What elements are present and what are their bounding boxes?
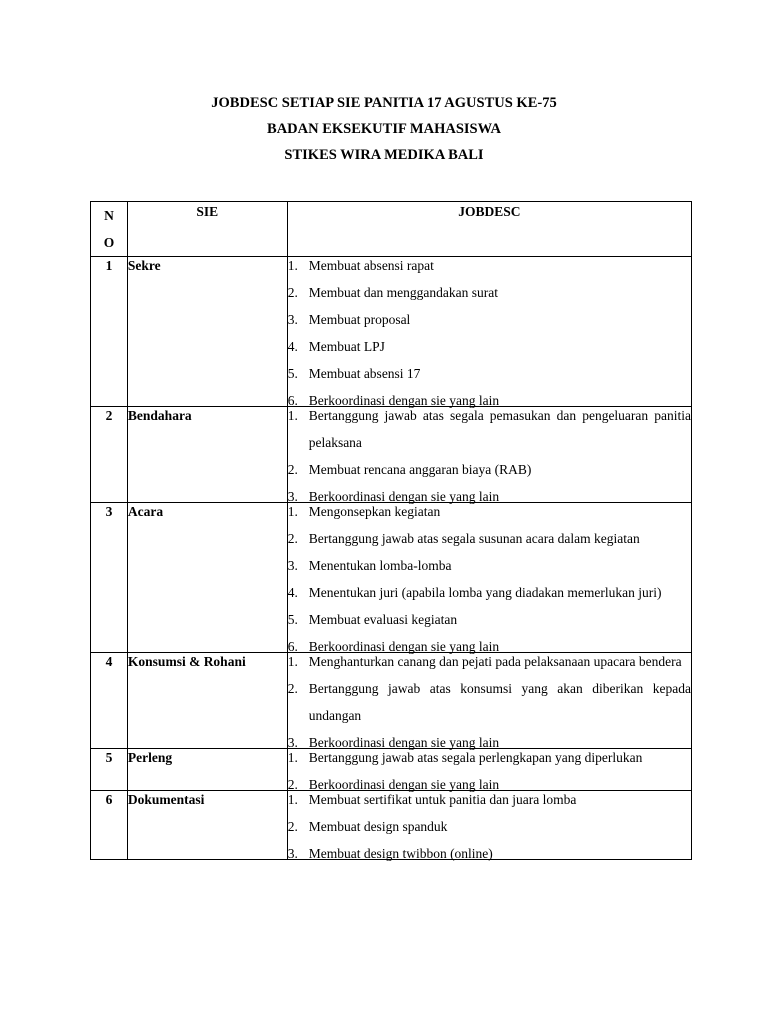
jobdesc-cell: [287, 791, 691, 860]
title-line-3: STIKES WIRA MEDIKA BALI: [284, 147, 484, 163]
task-number: 1.: [287, 654, 298, 669]
sie-name: Bendahara: [127, 407, 287, 503]
row-number: 1: [91, 257, 128, 407]
table-row: [91, 749, 692, 791]
task-text: Berkoordinasi dengan sie yang lain: [308, 777, 500, 792]
row-number: 5: [91, 749, 128, 791]
jobdesc-cell: [287, 749, 691, 791]
task-number: 1.: [287, 258, 298, 273]
list-item: [288, 744, 691, 771]
list-item: [288, 648, 691, 675]
list-item: [288, 306, 691, 333]
task-text: Membuat design spanduk: [308, 819, 448, 834]
task-text: Menghanturkan canang dan pejati pada pelaksanaan upacara bendera: [308, 654, 682, 669]
task-text: Menentukan juri (apabila lomba yang diadakan memerlukan juri): [308, 585, 662, 600]
task-text: Membuat sertifikat untuk panitia dan juara lomba: [308, 792, 577, 807]
header-jobdesc: JOBDESC: [287, 202, 691, 257]
header-no: [91, 202, 128, 257]
task-number: 3.: [287, 312, 298, 327]
sie-name: Konsumsi & Rohani: [127, 653, 287, 749]
table-row: [91, 407, 692, 503]
list-item: [288, 675, 691, 729]
list-item: [288, 840, 691, 867]
list-item: [288, 333, 691, 360]
jobdesc-cell: [287, 653, 691, 749]
task-number: 6.: [287, 639, 298, 654]
task-list: [288, 498, 691, 660]
task-text: Membuat evaluasi kegiatan: [308, 612, 458, 627]
task-number: 3.: [287, 846, 298, 861]
task-number: 5.: [287, 366, 298, 381]
task-text: Mengonsepkan kegiatan: [308, 504, 441, 519]
task-text: Membuat rencana anggaran biaya (RAB): [308, 462, 532, 477]
task-number: 1.: [287, 750, 298, 765]
table-row: [91, 653, 692, 749]
row-number: 6: [91, 791, 128, 860]
list-item: [288, 402, 691, 456]
list-item: [288, 606, 691, 633]
task-list: [288, 786, 691, 867]
jobdesc-cell: [287, 407, 691, 503]
task-number: 5.: [287, 612, 298, 627]
list-item: [288, 813, 691, 840]
task-text: Bertanggung jawab atas segala susunan acara dalam kegiatan: [308, 531, 640, 546]
task-text: Membuat design twibbon (online): [308, 846, 493, 861]
table-row: [91, 791, 692, 860]
sie-name: Acara: [127, 503, 287, 653]
task-list: [288, 252, 691, 414]
list-item: [288, 456, 691, 483]
task-text: Bertanggung jawab atas segala perlengkapan yang diperlukan: [308, 750, 643, 765]
sie-name: Perleng: [127, 749, 287, 791]
task-number: 4.: [287, 339, 298, 354]
title-line-1: JOBDESC SETIAP SIE PANITIA 17 AGUSTUS KE-75: [211, 95, 557, 111]
header-no-line-1: N: [104, 208, 114, 223]
task-number: 2.: [287, 285, 298, 300]
list-item: [288, 786, 691, 813]
title-line-2: BADAN EKSEKUTIF MAHASISWA: [267, 121, 501, 137]
table-header-row: [91, 202, 692, 257]
header-no-line-2: O: [103, 235, 115, 250]
task-text: Berkoordinasi dengan sie yang lain: [308, 393, 500, 408]
list-item: [288, 498, 691, 525]
task-text: Berkoordinasi dengan sie yang lain: [308, 639, 500, 654]
jobdesc-table: [90, 201, 692, 860]
task-number: 2.: [287, 531, 298, 546]
sie-name: Sekre: [127, 257, 287, 407]
task-list: [288, 648, 691, 756]
task-text: Membuat dan menggandakan surat: [308, 285, 499, 300]
task-text: Berkoordinasi dengan sie yang lain: [308, 735, 500, 750]
task-text: Menentukan lomba-lomba: [308, 558, 452, 573]
table-row: [91, 503, 692, 653]
task-text: Berkoordinasi dengan sie yang lain: [308, 489, 500, 504]
task-number: 1.: [287, 792, 298, 807]
jobdesc-cell: [287, 503, 691, 653]
row-number: 2: [91, 407, 128, 503]
list-item: [288, 279, 691, 306]
task-number: 1.: [287, 408, 298, 423]
row-number: 4: [91, 653, 128, 749]
task-text: Bertanggung jawab atas konsumsi yang akan diberikan kepada undangan: [308, 681, 691, 723]
list-item: [288, 525, 691, 552]
row-number: 3: [91, 503, 128, 653]
task-text: Bertanggung jawab atas segala pemasukan dan pengeluaran panitia pelaksana: [308, 408, 691, 450]
task-list: [288, 402, 691, 510]
task-text: Membuat LPJ: [308, 339, 385, 354]
task-number: 2.: [287, 681, 298, 696]
table-row: [91, 257, 692, 407]
task-number: 2.: [287, 819, 298, 834]
list-item: [288, 360, 691, 387]
list-item: [288, 579, 691, 606]
task-number: 3.: [287, 489, 298, 504]
task-text: Membuat proposal: [308, 312, 411, 327]
task-number: 2.: [287, 462, 298, 477]
list-item: [288, 252, 691, 279]
task-number: 1.: [287, 504, 298, 519]
jobdesc-cell: [287, 257, 691, 407]
task-number: 3.: [287, 735, 298, 750]
task-number: 3.: [287, 558, 298, 573]
task-number: 2.: [287, 777, 298, 792]
task-number: 6.: [287, 393, 298, 408]
document-title-block: [0, 90, 768, 168]
list-item: [288, 552, 691, 579]
header-sie: SIE: [127, 202, 287, 257]
task-text: Membuat absensi rapat: [308, 258, 434, 273]
task-text: Membuat absensi 17: [308, 366, 421, 381]
task-number: 4.: [287, 585, 298, 600]
sie-name: Dokumentasi: [127, 791, 287, 860]
